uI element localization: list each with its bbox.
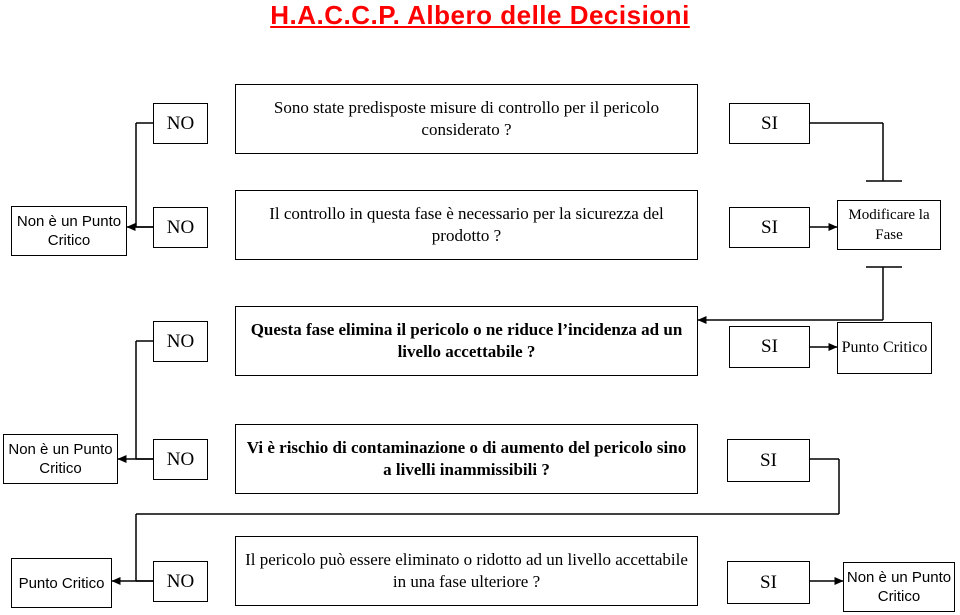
q1-no-box: NO <box>153 103 208 144</box>
q5-no-box: NO <box>153 561 208 602</box>
q2-si-box: SI <box>729 207 810 248</box>
q4-si-box: SI <box>727 439 810 482</box>
q5-no-outcome-box: Punto Critico <box>11 558 112 608</box>
question-4-box: Vi è rischio di contaminazione o di aumento del pericolo sino a livelli inammissibili ? <box>235 424 698 494</box>
q2-no-box: NO <box>153 207 208 248</box>
page-title: H.A.C.C.P. Albero delle Decisioni <box>270 0 690 30</box>
q4-no-outcome-box: Non è un Punto Critico <box>3 434 118 484</box>
question-3-box: Questa fase elimina il pericolo o ne riduce l’incidenza ad un livello accettabile ? <box>235 306 698 376</box>
question-1-box: Sono state predisposte misure di controllo per il pericolo considerato ? <box>235 84 698 154</box>
q1-si-box: SI <box>729 103 810 144</box>
q2-si-outcome-box: Modificare la Fase <box>837 200 941 250</box>
question-5-box: Il pericolo può essere eliminato o ridotto ad un livello accettabile in una fase ulteriore ? <box>235 536 698 606</box>
q3-si-outcome-box: Punto Critico <box>837 322 932 374</box>
question-2-box: Il controllo in questa fase è necessario per la sicurezza del prodotto ? <box>235 190 698 260</box>
q5-si-box: SI <box>727 561 810 604</box>
q3-no-box: NO <box>153 321 208 362</box>
q2-no-outcome-box: Non è un Punto Critico <box>11 206 127 256</box>
q5-si-outcome-box: Non è un Punto Critico <box>843 562 955 612</box>
q3-si-box: SI <box>729 326 810 368</box>
q4-no-box: NO <box>153 439 208 480</box>
